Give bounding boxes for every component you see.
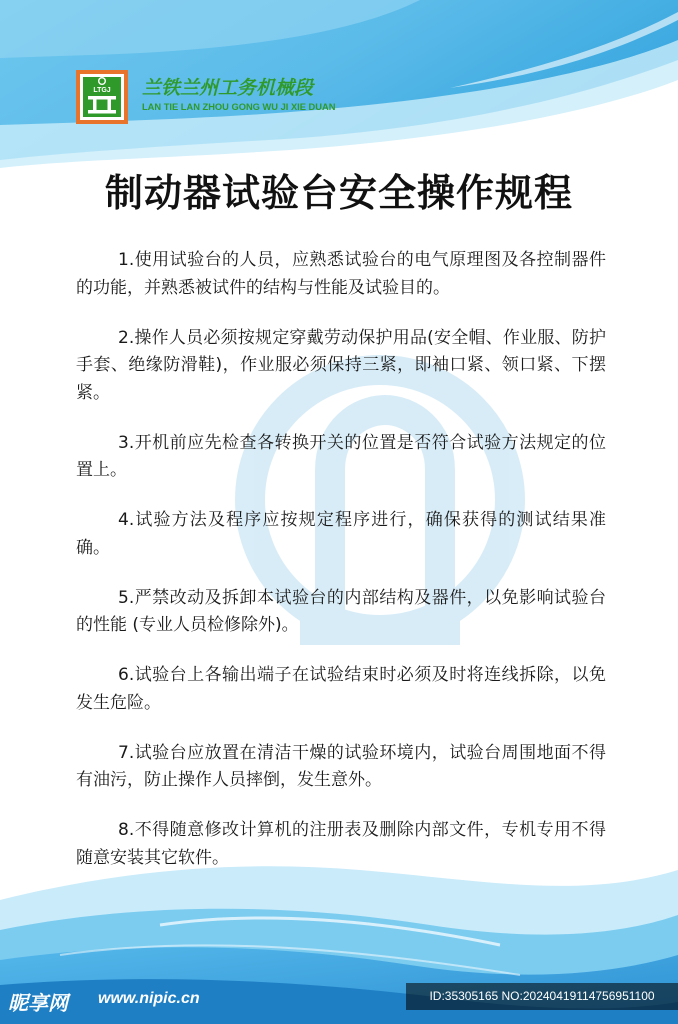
watermark-brand: 昵享网 [8,993,68,1015]
railway-logo [76,70,128,124]
rule-item: 4.试验方法及程序应按规定程序进行，确保获得的测试结果准确。 [76,510,606,558]
rule-item: 6.试验台上各输出端子在试验结束时必须及时将连线拆除，以免发生危险。 [76,665,606,713]
rules-list [76,247,606,895]
rule-item: 8.不得随意修改计算机的注册表及删除内部文件，专机专用不得随意安装其它软件。 [76,820,606,868]
rule-item: 5.严禁改动及拆卸本试验台的内部结构及器件，以免影响试验台的性能 (专业人员检修除外)。 [76,587,606,635]
rule-item: 1.使用试验台的人员，应熟悉试验台的电气原理图及各控制器件的功能，并熟悉被试件的结构与性能及试验目的。 [76,250,606,298]
watermark-url: www.nipic.cn [98,990,200,1007]
organization-name: 兰铁兰州工务机械段 [142,77,314,99]
image-id-label: ID:35305165 NO:20240419114756951100 [406,983,678,1010]
rule-item: 7.试验台应放置在清洁干燥的试验环境内，试验台周围地面不得有油污，防止操作人员摔倒，发生意外。 [76,742,606,790]
logo-text: LTGJ [93,87,111,94]
rule-item: 2.操作人员必须按规定穿戴劳动保护用品(安全帽、作业服、防护手套、绝缘防滑鞋)，作业服必须保持三紧，即袖口紧、领口紧、下摆紧。 [76,327,606,403]
organization-pinyin: LAN TIE LAN ZHOU GONG WU JI XIE DUAN [142,102,336,113]
rule-item: 3.开机前应先检查各转换开关的位置是否符合试验方法规定的位置上。 [76,432,606,480]
page-title: 制动器试验台安全操作规程 [104,171,573,215]
